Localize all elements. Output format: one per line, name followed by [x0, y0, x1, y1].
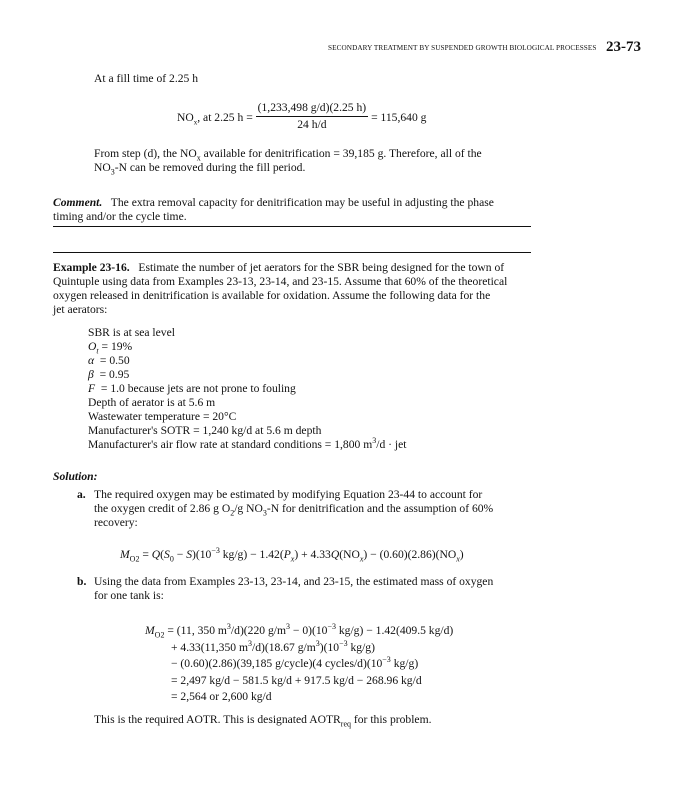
- equation-line: = 2,497 kg/d − 581.5 kg/d + 917.5 kg/d − 268.96 kg/d: [171, 673, 422, 687]
- aerator-data-list: [88, 326, 406, 452]
- step-a-line2: the oxygen credit of 2.86 g $O_2/g$ $NO_3-N$ for denitrification and the assumption of 60%: [94, 502, 494, 518]
- step-b-equations: [145, 623, 453, 706]
- comment-line1: The extra removal capacity for denitrification may be useful in adjusting the phase: [110, 196, 494, 209]
- equation-line: $M_{O2} = (11$, 350 $m^3/d)(220$ $g/m^3 - 0)(10^{-3}$ kg/g) − 1.42(409.5 kg/d): [145, 622, 454, 640]
- example-label: Example 23-16.: [53, 261, 130, 274]
- solution-label: Solution:: [53, 470, 98, 483]
- step-a-paragraph: [94, 488, 531, 530]
- list-item: $O_t = 19\%$: [88, 340, 133, 356]
- running-head: SECONDARY TREATMENT BY SUSPENDED GROWTH BIOLOGICAL PROCESSES: [328, 44, 597, 52]
- comment-line2: timing and/or the cycle time.: [53, 210, 187, 223]
- example-line3: oxygen released in denitrification is available for oxidation. Assume the following data for the: [53, 289, 491, 302]
- nox-denominator: 24 h/d: [297, 118, 327, 131]
- step-b-line2: for one tank is:: [94, 589, 164, 602]
- step-b-line1: Using the data from Examples 23-13, 23-14, and 23-15, the estimated mass of oxygen: [94, 575, 494, 588]
- step-a-line1: The required oxygen may be estimated by modifying Equation 23-44 to account for: [94, 488, 483, 501]
- closing-text: This is the required AOTR. This is designated $AOTR_{req}$ for this problem.: [94, 713, 432, 729]
- equation-line: = 2,564 or 2,600 kg/d: [171, 690, 272, 703]
- example-line2: Quintuple using data from Examples 23-13, 23-14, and 23-15. Assume that 60% of the theoretical: [53, 275, 508, 288]
- nox-equation: $NO_x$, at 2.25 h = $\frac{(1,233,498 g/d)(2.25 h)}{24 h/d}$ = 115,640 g: [177, 101, 427, 131]
- equation-line: − (0.60)(2.86)(39,185 g/cycle)(4 cycles/$d)(10^{-3}$ kg/g): [171, 655, 419, 670]
- divider: [53, 226, 531, 227]
- comment-label: Comment.: [53, 196, 103, 209]
- divider: [53, 252, 531, 253]
- page-number: 23-73: [606, 39, 641, 55]
- fill-time-text: At a fill time of 2.25 h: [94, 72, 199, 85]
- step-b-paragraph: [94, 575, 531, 603]
- equation-line: + 4.33(11,350 $m^3/d)(18.67$ $g/m^3)(10^{-3}$ kg/g): [171, 638, 375, 654]
- comment-paragraph: [53, 196, 531, 224]
- list-item: β = 0.95: [88, 368, 130, 381]
- list-item: Manufacturer's air flow rate at standard conditions = 1,800 $m^3/d$ · jet: [88, 436, 407, 451]
- list-item: SBR is at sea level: [88, 326, 175, 339]
- nox-result: = 115,640 g: [371, 111, 427, 125]
- nox-numerator: (1,233,498 g/d)(2.25 h): [256, 101, 369, 117]
- example-line4: jet aerators:: [53, 303, 108, 316]
- step-a-equation: $M_{O2} = Q(S_0 - S)(10^{-3}$ $kg/g) - 1.42(P_x) + 4.33Q(NO_x) - (0.60)(2.86)(NO_x)$: [120, 546, 464, 564]
- nox-fraction: [256, 101, 369, 132]
- step-b-label: b.: [77, 575, 87, 588]
- step-a-label: a.: [77, 488, 86, 501]
- step-d-paragraph: From step (d), the $NO_x$ available for denitrification = 39,185 g. Therefore, all of the $NO_3-N$ can be removed during the fill period.: [94, 147, 482, 177]
- example-paragraph: [53, 261, 531, 317]
- list-item: F = 1.0 because jets are not prone to fouling: [88, 382, 296, 395]
- list-item: Manufacturer's SOTR = 1,240 kg/d at 5.6 m depth: [88, 424, 322, 437]
- step-a-line3: recovery:: [94, 516, 138, 529]
- example-line1: Estimate the number of jet aerators for the SBR being designed for the town of: [138, 261, 505, 274]
- list-item: Wastewater temperature = 20°C: [88, 410, 237, 423]
- list-item: Depth of aerator is at 5.6 m: [88, 396, 216, 409]
- list-item: α = 0.50: [88, 354, 130, 367]
